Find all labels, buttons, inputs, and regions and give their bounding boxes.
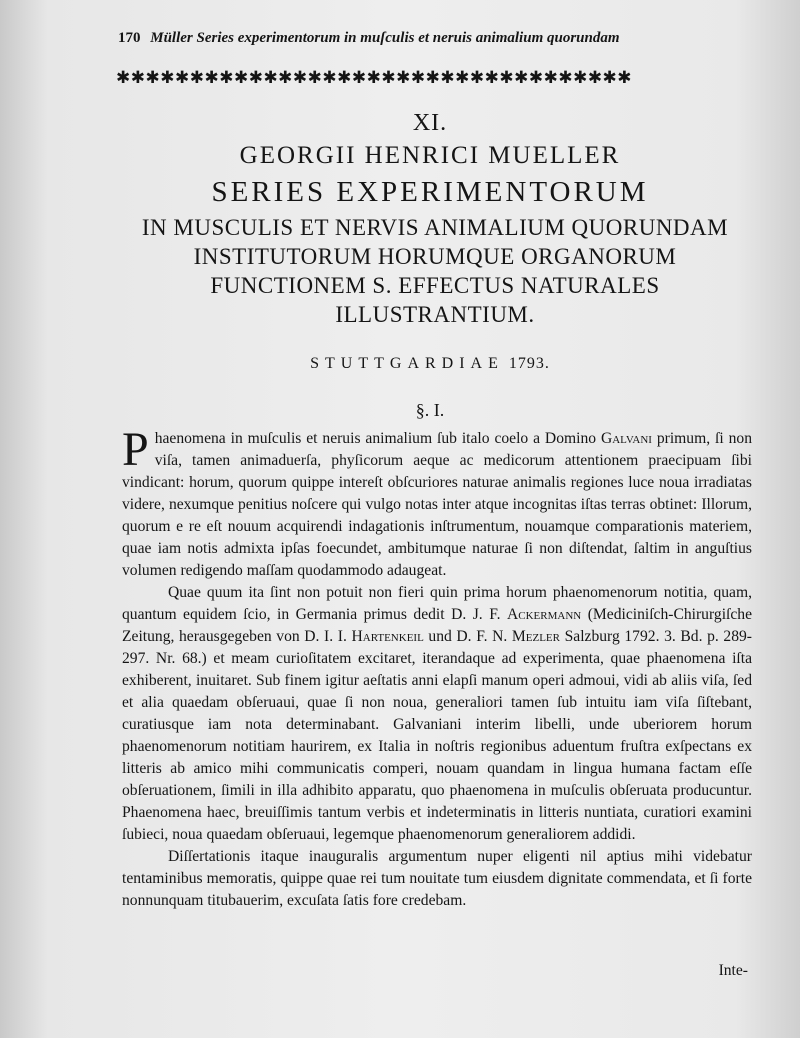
name-hartenkeil: Hartenkeil bbox=[351, 628, 424, 645]
place: STUTTGARDIAE bbox=[310, 355, 504, 372]
paragraph-1-text-a: haenomena in muſculis et neruis animalium ſub italo coelo a Domino bbox=[154, 430, 601, 447]
name-galvani: Galvani bbox=[600, 430, 652, 447]
body-text bbox=[122, 423, 752, 912]
running-head bbox=[118, 30, 758, 47]
paragraph-1 bbox=[122, 423, 752, 582]
series-title: SERIES EXPERIMENTORUM bbox=[211, 176, 649, 208]
ornament-rule: ✱✱✱✱✱✱✱✱✱✱✱✱✱✱✱✱✱✱✱✱✱✱✱✱✱✱✱✱✱✱✱✱✱✱✱ bbox=[116, 68, 633, 87]
paragraph-2-part-3: und D. F. N. bbox=[423, 628, 512, 645]
author-name: GEORGII HENRICI MUELLER bbox=[239, 142, 621, 169]
running-head-text: Müller Series experimentorum in muſculis et neruis animalium quorundam bbox=[150, 30, 620, 46]
paragraph-2 bbox=[122, 582, 752, 846]
name-ackermann: Ackermann bbox=[507, 606, 582, 623]
place-date bbox=[110, 355, 750, 373]
long-title: IN MUSCULIS ET NERVIS ANIMALIUM QUORUNDAM INSTITUTORUM HORUMQUE ORGANORUM FUNCTIONEM S. EFFECTUS NATURALES ILLUSTRANTIUM. bbox=[141, 215, 729, 327]
catchword: Inte- bbox=[718, 962, 748, 979]
year: 1793. bbox=[508, 355, 550, 372]
page-number: 170 bbox=[118, 30, 141, 46]
name-mezler: Mezler bbox=[511, 628, 560, 645]
paragraph-2-part-2: (Mediciniſch-Chirurgiſche Zeitung, herausgegeben von D. I. I. bbox=[122, 606, 752, 645]
paragraph-3: Diſſertationis itaque inauguralis argumentum nuper eligenti nil aptius mihi videbatur tentaminibus memoratis, quippe quae rei tum nouitate tum eiusdem dignitate commendata, et ſi forte nonnunquam titubauerim, excuſata ſatis fore credebam. bbox=[122, 848, 752, 909]
paragraph-2-part-4: Salzburg 1792. 3. Bd. p. 289-297. Nr. 68.) et meam curioſitatem excitaret, iterandaque ad experimenta, quae phaenomena iſta exhiberent, inuitaret. Sub finem igitur aeſtatis anni elapſi manum operi admoui, vidi ab aliis viſa, ſed et alia quaedam obſeruaui, quae ſi non noua, generaliori tamen ſub intuitu iam viſa ſiſtebant, curatiusque iam nota determinabant. Galvaniani interim libelli, unde uberiorem horum phaenomenorum notitiam haurirem, ex Italia in noſtris regionibus aduentum fruſtra exſpectans ex litteris ab amico mihi communicatis comperi, nouam quandam in lingua humana factam eſſe obſeruationem, ſimili in illa adhibito apparatu, quo phaenomena in muſculis obſeruata producuntur. Phaenomena haec, breuiſſimis tantum verbis et indeterminatis in litteris nuntiata, curatiori examini ſubieci, noua quaedam obſeruaui, legemque phaenomenorum generaliorem addidi. bbox=[122, 628, 752, 843]
section-mark: §. I. bbox=[415, 400, 445, 420]
paragraph-2-part-1: Quae quum ita ſint non potuit non fieri quin prima horum phaenomenorum notitia, quam, quantum equidem ſcio, in Germania primus dedit D. J. F. bbox=[122, 584, 752, 623]
paragraph-1-text-b: primum, ſi non viſa, tamen animaduerſa, phyſicorum aeque ac medicorum attentionem praecipuam ſibi vindicant: horum, quorum quippe intereſt obſcuriores naturae animalis regiones luce noua irradiatas videre, nexumque penitius noſcere qui vulgo notas inter atque incognitas iſtas terras obtinet: Illorum, quorum e re eſt nouum acquirendi indagationis inſtrumentum, nouamque comparationis materiem, quae iam notis admixta ipſas foecundet, ambitumque naturae ſi non diſtendat, ſaltim in anguſtius volumen redigendo maſſam quodammodo adaugeat. bbox=[122, 430, 752, 579]
drop-cap: P bbox=[122, 423, 149, 476]
article-number: XI. bbox=[412, 110, 448, 136]
